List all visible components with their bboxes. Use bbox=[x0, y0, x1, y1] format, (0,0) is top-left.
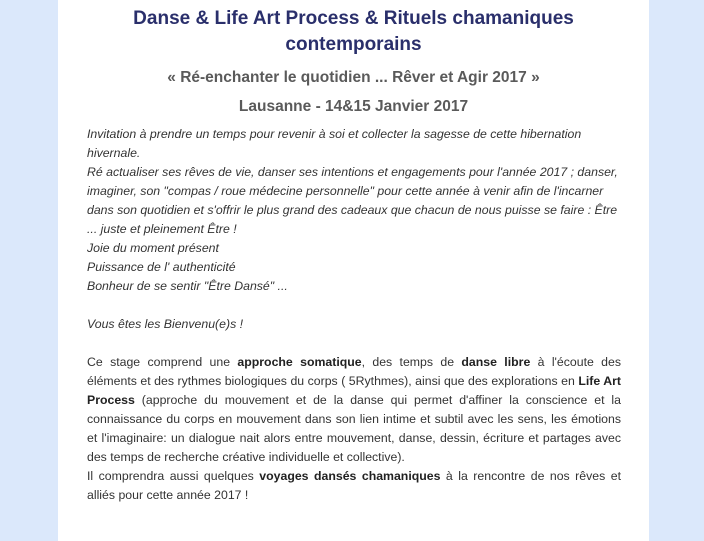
spacer bbox=[87, 334, 621, 353]
stage-paragraph-1 bbox=[87, 353, 621, 467]
stage-bold-life-art-process: Life Art Process bbox=[87, 374, 621, 407]
stage-bold-free-dance: danse libre bbox=[461, 355, 531, 369]
document-body bbox=[58, 125, 649, 505]
intro-line-happiness: Bonheur de se sentir "Être Dansé" ... bbox=[87, 279, 288, 293]
title-line-1: Danse & Life Art Process & Rituels chamaniques bbox=[133, 8, 574, 29]
stage-section bbox=[87, 353, 621, 505]
intro-line-joy: Joie du moment présent bbox=[87, 241, 219, 255]
stage-text: à la rencontre de nos rêves et alliés pour cette année 2017 ! bbox=[87, 469, 621, 502]
spacer bbox=[87, 296, 621, 315]
stage-paragraph-2 bbox=[87, 467, 621, 505]
welcome-line: Vous êtes les Bienvenu(e)s ! bbox=[87, 317, 244, 331]
stage-text: Il comprendra aussi quelques bbox=[87, 469, 260, 483]
page-subtitle: « Ré-enchanter le quotidien ... Rêver et Agir 2017 » bbox=[167, 69, 540, 86]
stage-text: à l'écoute des éléments et des rythmes biologiques du corps ( 5Rythmes), ainsi que des explorations en bbox=[87, 355, 621, 388]
title-line-2: contemporains bbox=[285, 34, 422, 55]
event-dateline: Lausanne - 14&15 Janvier 2017 bbox=[238, 98, 469, 115]
stage-bold-somatic: approche somatique bbox=[237, 355, 362, 369]
stage-text: Ce stage comprend une bbox=[87, 355, 238, 369]
intro-paragraph-2: Ré actualiser ses rêves de vie, danser ses intentions et engagements pour l'année 2017 ; danser, imaginer, son "compas / roue médecine personnelle" pour cette année à venir afin de l'incarner dans son quotidien et s'offrir le plus grand des cadeaux que chacun de nous puisse se faire : Être ... juste et pleinement Être ! bbox=[87, 165, 618, 236]
page-title bbox=[58, 6, 649, 58]
stage-text: , des temps de bbox=[361, 355, 462, 369]
intro-line-power: Puissance de l' authenticité bbox=[87, 260, 236, 274]
stage-text: (approche du mouvement et de la danse qui permet d'affiner la conscience et la connaissance du corps en mouvement dans son lien intime et subtil avec les sens, les émotions et l'imaginaire: un dialogue nait alors entre mouvement, danse, dessin, écriture et partages avec des temps de recherche créative individuelle et collective). bbox=[87, 393, 621, 464]
document-page bbox=[58, 0, 649, 541]
intro-paragraph-1: Invitation à prendre un temps pour revenir à soi et collecter la sagesse de cette hibernation hivernale. bbox=[87, 127, 582, 160]
stage-bold-shamanic-journeys: voyages dansés chamaniques bbox=[259, 469, 441, 483]
intro-section bbox=[87, 125, 621, 334]
